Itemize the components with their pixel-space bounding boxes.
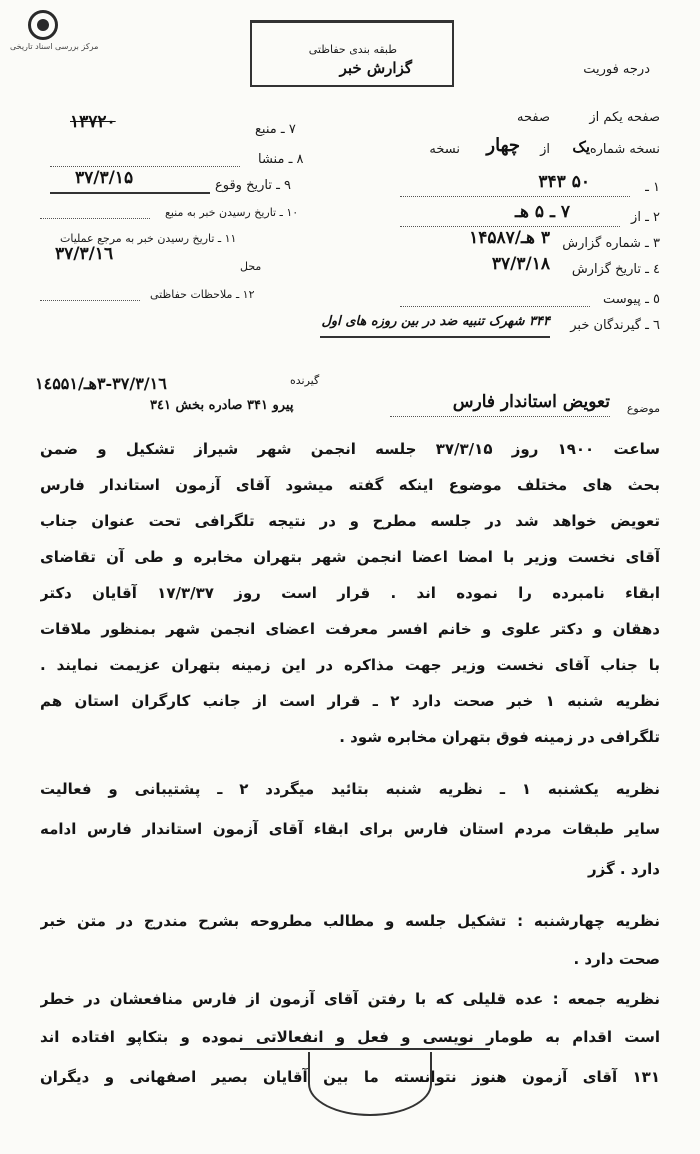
body-line: تعویض خواهد شد در جلسه مطرح و در نتیجه تلگرافی تحت عنوان جناب (40, 512, 660, 530)
row7-value: ۱۳۷۲۰ (70, 112, 116, 132)
handwritten-bracket-mark (308, 1052, 432, 1116)
body-line: با جناب آقای نخست وزیر جهت مذاکره در این زمینه بتهران عزیمت نمایند . (40, 656, 660, 674)
body-line: نظریه یکشنبه ۱ ـ نظریه شنبه بتائید میگردد ۲ ـ پشتیبانی و فعالیت (40, 780, 660, 798)
body-line: دارد . گزر (587, 860, 660, 878)
priority-label: درجه فوریت (583, 62, 650, 77)
row2-value: ۷ ـ ۵ هـ (515, 202, 570, 222)
row1-value: ۳۴۳ ۵۰ (538, 172, 590, 192)
page-label: صفحه یکم از (589, 110, 660, 125)
subject-line (390, 416, 610, 417)
body-line: سایر طبقات مردم استان فارس برای ابقاء آقای آزمون استاندار فارس ادامه (40, 820, 660, 838)
row4-value: ۳۷/۳/۱۸ (491, 254, 550, 274)
body-line: نظریه چهارشنبه : تشکیل جلسه و مطالب مطروحه بشرح مندرج در متن خبر (40, 912, 660, 930)
row11-label: ۱۱ ـ تاریخ رسیدن خبر به مرجع عملیات (60, 232, 237, 245)
row1-label: ۱ ـ (645, 180, 660, 195)
row12-label: ۱۲ ـ ملاحظات حفاظتی (150, 288, 255, 301)
row1-line (400, 196, 630, 197)
report-title: گزارش خبر (339, 59, 412, 77)
row9-underline (50, 192, 210, 194)
archive-logo-text: مرکز بررسی اسناد تاریخی (10, 42, 99, 51)
archive-logo-icon (28, 10, 58, 40)
row2-line (400, 226, 620, 227)
classification-stamp (250, 20, 454, 87)
copy-of-label: از (540, 142, 550, 157)
row10-label: ۱۰ ـ تاریخ رسیدن خبر به منبع (165, 206, 299, 219)
body-line: صحت دارد . (573, 950, 660, 968)
body-underline-mark (240, 1048, 490, 1050)
body-line: ساعت ۱۹۰۰ روز ۳۷/۳/۱۵ جلسه انجمن شهر شیراز تشکیل و ضمن (40, 440, 660, 458)
row2-label: ۲ ـ از (631, 210, 660, 225)
row9-label: ۹ ـ تاریخ وقوع (215, 178, 292, 193)
row7-label: ۷ ـ منبع (255, 122, 296, 137)
row10-line (40, 218, 150, 219)
subject-value: تعویض استاندار فارس (452, 392, 610, 412)
body-line: آقای نخست وزیر با امضا اعضا انجمن شهر بتهران مخابره و طی آن تقاضای (40, 548, 660, 566)
body-line: ابقاء نامبرده را نموده اند . قرار است روز ۱۷/۳/۳۷ آقایان دکتر (40, 584, 660, 602)
row12-line (40, 300, 140, 301)
page-label-2: صفحه (517, 110, 550, 125)
row4-label: ٤ ـ تاریخ گزارش (571, 262, 660, 277)
body-line: دهقان و دکتر علوی و خانم افسر معرفت اعضای انجمن شهر بمنظور ملاقات (40, 620, 660, 638)
copy-label-2: نسخه (429, 142, 460, 157)
row6-value: ۳۴۴ شهرک تنبیه ضد در بین روزه های اول (321, 314, 550, 329)
copy-number: یک (572, 138, 590, 156)
row3-label: ۳ ـ شماره گزارش (562, 236, 660, 251)
body-line: نظریه شنبه ۱ خبر صحت دارد ۲ ـ قرار است از جانب کارگران استان هم (40, 692, 660, 710)
row5-line (400, 306, 590, 307)
row8-line (50, 166, 240, 167)
row11-value: ۳۷/۳/۱٦ (55, 244, 114, 264)
classification-label: طبقه بندی حفاظتی (308, 43, 397, 56)
row9-value: ۳۷/۳/۱۵ (75, 168, 134, 188)
reference-value: ۳۷/۳/۱٦-۳هـ/۱٤۵۵۱ (35, 374, 167, 393)
copy-label: نسخه شماره (589, 142, 660, 157)
body-line: است اقدام به طومار نویسی و فعل و انفعالاتی نموده و بتکاپو افتاده اند (40, 1028, 660, 1046)
place-label: محل (240, 260, 262, 273)
row6-underline (320, 336, 550, 338)
body-line: نظریه جمعه : عده قلیلی که با رفتن آقای آزمون از فارس منافعشان در خطر (40, 990, 660, 1008)
body-line: ۱۳۱ آقای آزمون هنوز نتوانسته ما بین آقایان بصیر اصفهانی و دیگران (40, 1068, 660, 1086)
subject-label: موضوع (626, 402, 660, 415)
body-line: بحث های مختلف موضوع اینکه گفته میشود آقای آزمون استاندار فارس (40, 476, 660, 494)
reference-label: گیرنده (290, 374, 320, 387)
row3-value: ۳ هـ/۱۴۵۸۷ (469, 228, 550, 248)
row5-label: ٥ ـ پیوست (603, 292, 660, 307)
reference-note: پیرو ۳۴۱ صادره بخش ۳٤١ (150, 398, 294, 413)
copy-count: چهار (486, 135, 520, 156)
row6-label: ٦ ـ گیرندگان خبر (570, 318, 660, 333)
row8-label: ۸ ـ منشا (258, 152, 304, 167)
body-line: تلگرافی در زمینه فوق بتهران مخابره شود . (339, 728, 660, 746)
